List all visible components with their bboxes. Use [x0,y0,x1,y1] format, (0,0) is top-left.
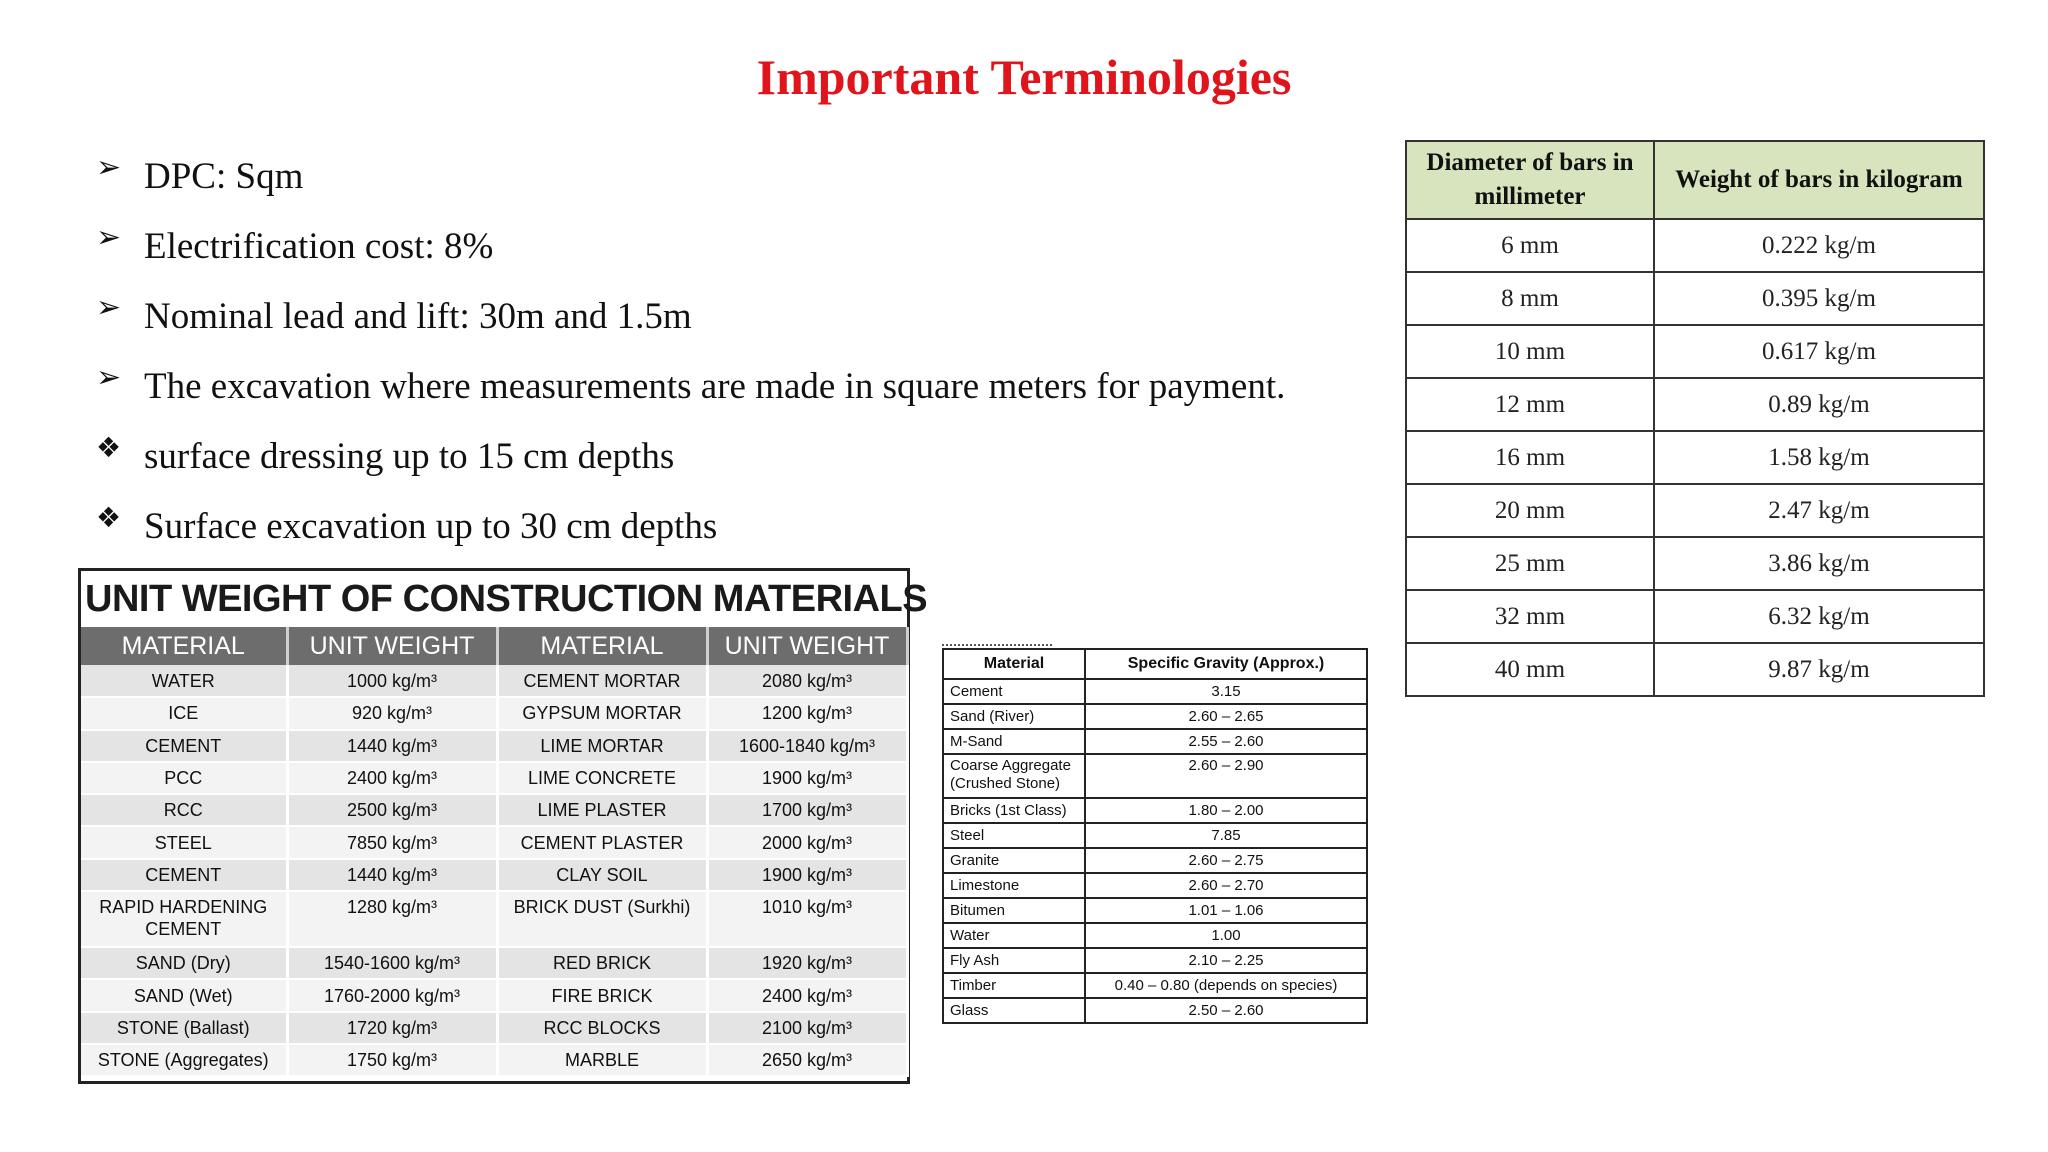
table-cell: Bricks (1st Class) [943,798,1085,823]
table-cell: 3.15 [1085,679,1367,704]
table-cell: 8 mm [1406,272,1654,325]
table-row [1406,643,1984,696]
table-cell: 1200 kg/m³ [707,697,907,729]
table-cell: LIME PLASTER [497,794,707,826]
table-cell: CEMENT [81,730,287,762]
table-cell: 16 mm [1406,431,1654,484]
table-row [943,704,1367,729]
table-cell: CLAY SOIL [497,859,707,891]
table-cell: 7850 kg/m³ [287,826,497,858]
bullet-item [96,288,1396,358]
table-cell: RCC BLOCKS [497,1012,707,1044]
bullet-item [96,498,1396,568]
table-cell: 6 mm [1406,219,1654,272]
table-row [81,1044,907,1076]
bullet-item [96,148,1396,218]
table-row [1406,431,1984,484]
table-cell: 0.617 kg/m [1654,325,1984,378]
table-cell: SAND (Wet) [81,979,287,1011]
bullet-text: The excavation where measurements are made in square meters for payment. [144,366,1286,407]
diamond-bullet-icon: ❖ [96,431,122,464]
table-cell: 0.89 kg/m [1654,378,1984,431]
table-cell: ICE [81,697,287,729]
table-cell: 7.85 [1085,823,1367,848]
bullet-item [96,358,1396,428]
table-cell: 920 kg/m³ [287,697,497,729]
table-cell: 1280 kg/m³ [287,891,497,947]
table-row [943,679,1367,704]
table-cell: 1.80 – 2.00 [1085,798,1367,823]
table-cell: 2.47 kg/m [1654,484,1984,537]
table-cell: RED BRICK [497,947,707,979]
table-cell: 2400 kg/m³ [287,762,497,794]
table-cell: 25 mm [1406,537,1654,590]
column-header: MATERIAL [497,627,707,665]
table-row [81,947,907,979]
table-cell: Granite [943,848,1085,873]
page-title: Important Terminologies [756,49,1292,105]
unit-weight-table-image [78,568,928,1084]
table-row [1406,378,1984,431]
table-cell: 2.60 – 2.65 [1085,704,1367,729]
cropped-text-fragment [942,640,1052,646]
table-cell: 1700 kg/m³ [707,794,907,826]
table-cell: 2.60 – 2.70 [1085,873,1367,898]
column-header: Weight of bars in kilogram [1654,141,1984,219]
table-row [943,754,1367,798]
table-row [1406,590,1984,643]
bullet-item [96,218,1396,288]
unit-weight-table [81,627,909,1077]
table-cell: 1600-1840 kg/m³ [707,730,907,762]
table-row [81,859,907,891]
column-header: Material [943,649,1085,679]
table-cell: 10 mm [1406,325,1654,378]
table-cell: Cement [943,679,1085,704]
arrow-bullet-icon: ➢ [96,150,122,185]
bar-weight-table [1405,140,1985,697]
bullet-text: Surface excavation up to 30 cm depths [144,506,718,547]
arrow-bullet-icon: ➢ [96,360,122,395]
table-cell: 2000 kg/m³ [707,826,907,858]
table-cell: 1760-2000 kg/m³ [287,979,497,1011]
table-row [1406,537,1984,590]
table-cell: RCC [81,794,287,826]
table-row [81,794,907,826]
table-cell: 3.86 kg/m [1654,537,1984,590]
table-cell: 2.60 – 2.75 [1085,848,1367,873]
table-cell: 0.395 kg/m [1654,272,1984,325]
table-row [81,826,907,858]
table-cell: RAPID HARDENING CEMENT [81,891,287,947]
table-row [1406,272,1984,325]
table-cell: 2.50 – 2.60 [1085,998,1367,1023]
table-cell: STONE (Aggregates) [81,1044,287,1076]
table-cell: 2.55 – 2.60 [1085,729,1367,754]
table-cell: 9.87 kg/m [1654,643,1984,696]
table-row [81,979,907,1011]
table-row [943,973,1367,998]
table-cell: 1010 kg/m³ [707,891,907,947]
table-cell: Limestone [943,873,1085,898]
table-cell: GYPSUM MORTAR [497,697,707,729]
table-cell: M-Sand [943,729,1085,754]
table-cell: 2650 kg/m³ [707,1044,907,1076]
table-cell: 20 mm [1406,484,1654,537]
table-cell: 1440 kg/m³ [287,859,497,891]
bullet-text: Electrification cost: 8% [144,226,494,267]
table-cell: Glass [943,998,1085,1023]
arrow-bullet-icon: ➢ [96,290,122,325]
table-row [1406,219,1984,272]
table-cell: 2.60 – 2.90 [1085,754,1367,798]
column-header: MATERIAL [81,627,287,665]
table-cell: 2400 kg/m³ [707,979,907,1011]
table-cell: FIRE BRICK [497,979,707,1011]
table-row [81,730,907,762]
table-cell: 1750 kg/m³ [287,1044,497,1076]
table-cell: 6.32 kg/m [1654,590,1984,643]
table-row [1406,484,1984,537]
table-row [943,873,1367,898]
table-cell: STONE (Ballast) [81,1012,287,1044]
column-header: UNIT WEIGHT [287,627,497,665]
column-header: UNIT WEIGHT [707,627,907,665]
column-header: Specific Gravity (Approx.) [1085,649,1367,679]
table-cell: 40 mm [1406,643,1654,696]
table-row [943,729,1367,754]
table-cell: STEEL [81,826,287,858]
table-cell: CEMENT MORTAR [497,665,707,697]
specific-gravity-table [942,648,1368,1024]
table-cell: SAND (Dry) [81,947,287,979]
table-cell: 2500 kg/m³ [287,794,497,826]
specific-gravity-table-image [942,648,1366,1024]
diamond-bullet-icon: ❖ [96,501,122,534]
table-cell: 32 mm [1406,590,1654,643]
table-cell: 1440 kg/m³ [287,730,497,762]
bullet-list [96,148,1396,568]
table-cell: LIME CONCRETE [497,762,707,794]
table-row [81,1012,907,1044]
table-cell: Sand (River) [943,704,1085,729]
table-cell: PCC [81,762,287,794]
table-cell: 1000 kg/m³ [287,665,497,697]
table-cell: BRICK DUST (Surkhi) [497,891,707,947]
table-row [943,998,1367,1023]
table-cell: Bitumen [943,898,1085,923]
table-header-row [943,649,1367,679]
table-cell: WATER [81,665,287,697]
table-cell: 1720 kg/m³ [287,1012,497,1044]
table-row [81,665,907,697]
table-cell: 0.40 – 0.80 (depends on species) [1085,973,1367,998]
bullet-text: DPC: Sqm [144,156,304,197]
arrow-bullet-icon: ➢ [96,220,122,255]
table-cell: 12 mm [1406,378,1654,431]
bullet-text: surface dressing up to 15 cm depths [144,436,675,477]
table-row [943,923,1367,948]
table-cell: Coarse Aggregate (Crushed Stone) [943,754,1085,798]
table-row [943,848,1367,873]
table-cell: MARBLE [497,1044,707,1076]
table-cell: 1900 kg/m³ [707,859,907,891]
table-cell: 1920 kg/m³ [707,947,907,979]
table-header-row [81,627,907,665]
table-row [943,948,1367,973]
table-row [81,697,907,729]
table-cell: Water [943,923,1085,948]
table-row [943,798,1367,823]
table-cell: 2080 kg/m³ [707,665,907,697]
table-row [81,891,907,947]
table-cell: 1.00 [1085,923,1367,948]
table-cell: 1900 kg/m³ [707,762,907,794]
table-cell: LIME MORTAR [497,730,707,762]
table-cell: Fly Ash [943,948,1085,973]
table-row [943,898,1367,923]
table-cell: 1.58 kg/m [1654,431,1984,484]
table-row [943,823,1367,848]
table-cell: Timber [943,973,1085,998]
table-cell: 1540-1600 kg/m³ [287,947,497,979]
table-row [1406,325,1984,378]
table-cell: CEMENT PLASTER [497,826,707,858]
table-cell: Steel [943,823,1085,848]
bullet-item [96,428,1396,498]
table-cell: 1.01 – 1.06 [1085,898,1367,923]
table-cell: CEMENT [81,859,287,891]
table-header-row [1406,141,1984,219]
table-cell: 2.10 – 2.25 [1085,948,1367,973]
table-cell: 0.222 kg/m [1654,219,1984,272]
column-header: Diameter of bars in millimeter [1406,141,1654,219]
unit-weight-title: UNIT WEIGHT OF CONSTRUCTION MATERIALS [85,578,928,620]
table-row [81,762,907,794]
table-cell: 2100 kg/m³ [707,1012,907,1044]
bullet-text: Nominal lead and lift: 30m and 1.5m [144,296,692,337]
